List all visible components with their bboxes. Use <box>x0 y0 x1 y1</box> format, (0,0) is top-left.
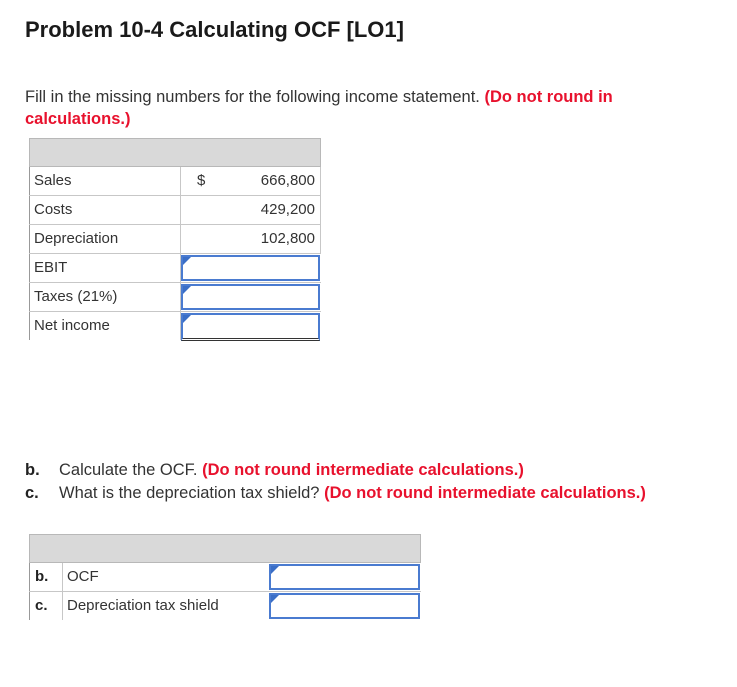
input-marker-icon <box>183 286 191 294</box>
ocf-input[interactable] <box>269 564 420 590</box>
table-row-ocf <box>29 563 421 592</box>
row-label: Costs <box>29 196 181 224</box>
row-value <box>181 225 321 253</box>
part-note: (Do not round intermediate calculations.) <box>324 484 646 502</box>
part-letter: b. <box>25 461 40 479</box>
table-row-ebit <box>29 254 321 283</box>
input-marker-icon <box>183 315 191 323</box>
row-letter: c. <box>29 592 63 620</box>
table-header <box>29 138 321 167</box>
income-statement-table <box>29 138 321 341</box>
depreciation-value: 102,800 <box>260 230 315 247</box>
tax-shield-input[interactable] <box>269 593 420 619</box>
table-row-tax-shield <box>29 592 421 621</box>
taxes-input[interactable] <box>181 284 320 310</box>
currency-symbol: $ <box>197 172 206 189</box>
input-marker-icon <box>271 595 279 603</box>
part-c <box>25 482 646 505</box>
row-label: EBIT <box>29 254 181 282</box>
costs-value: 429,200 <box>260 201 315 218</box>
row-value <box>181 167 321 195</box>
instructions <box>25 86 725 130</box>
instructions-text: Fill in the missing numbers for the following income statement. <box>25 88 480 106</box>
row-letter: b. <box>29 563 63 591</box>
table-row-taxes <box>29 283 321 312</box>
ebit-input[interactable] <box>181 255 320 281</box>
input-marker-icon <box>183 257 191 265</box>
row-label: Depreciation tax shield <box>67 597 219 614</box>
table-row-costs <box>29 196 321 225</box>
parts-instructions <box>25 459 646 505</box>
row-label: OCF <box>67 568 99 585</box>
row-label: Depreciation <box>29 225 181 253</box>
row-label: Sales <box>29 167 181 195</box>
table-row-net-income <box>29 312 321 341</box>
answer-table <box>29 534 421 621</box>
table-header <box>29 534 421 563</box>
row-label: Taxes (21%) <box>29 283 181 311</box>
part-b <box>25 459 646 482</box>
row-label: Net income <box>29 312 181 340</box>
table-row-depreciation <box>29 225 321 254</box>
input-marker-icon <box>271 566 279 574</box>
part-note: (Do not round intermediate calculations.) <box>202 461 524 479</box>
part-text: What is the depreciation tax shield? <box>59 484 320 502</box>
instructions-note-line2: calculations.) <box>25 110 131 128</box>
part-letter: c. <box>25 484 39 502</box>
row-value <box>181 196 321 224</box>
instructions-note: (Do not round in <box>484 88 613 106</box>
table-row-sales <box>29 167 321 196</box>
part-text: Calculate the OCF. <box>59 461 198 479</box>
net-income-input[interactable] <box>181 313 320 341</box>
sales-value: 666,800 <box>260 172 315 189</box>
page-title: Problem 10-4 Calculating OCF [LO1] <box>25 17 404 42</box>
